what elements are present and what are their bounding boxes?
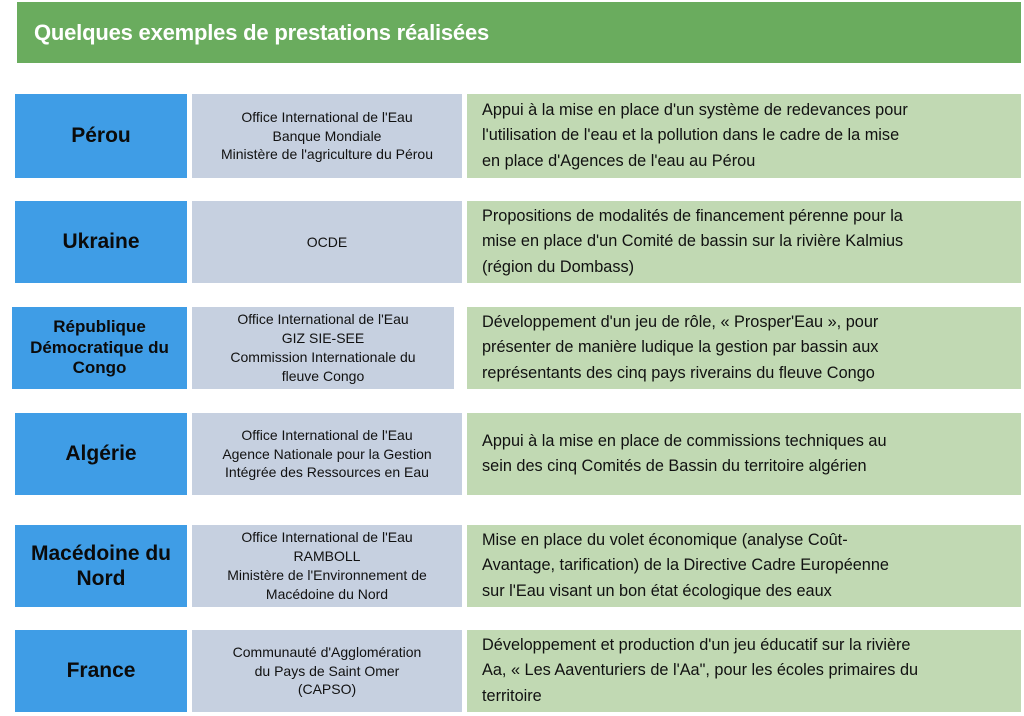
partner-line: Macédoine du Nord bbox=[265, 585, 389, 602]
partner-line: OCDE bbox=[306, 233, 348, 250]
partner-line: (CAPSO) bbox=[297, 681, 357, 698]
description-cell bbox=[467, 413, 1021, 495]
header-banner bbox=[17, 2, 1021, 63]
country-cell bbox=[15, 630, 187, 712]
description-line: Avantage, tarification) de la Directive Cadre Européenne bbox=[482, 556, 889, 575]
country-name: Algérie bbox=[65, 442, 137, 466]
description-cell bbox=[467, 94, 1021, 178]
partner-line: GIZ SIE-SEE bbox=[281, 330, 365, 347]
description-line: en place d'Agences de l'eau au Pérou bbox=[482, 151, 756, 170]
description-line: mise en place d'un Comité de bassin sur la rivière Kalmius bbox=[482, 232, 904, 251]
country-name: Démocratique du bbox=[30, 337, 169, 357]
table-row bbox=[0, 630, 1024, 712]
partner-line: Commission Internationale du bbox=[230, 349, 416, 365]
description-line: sein des cinq Comités de Bassin du territoire algérien bbox=[482, 457, 867, 475]
partner-line: Office International de l'Eau bbox=[241, 108, 413, 125]
description-line: Propositions de modalités de financement pérenne pour la bbox=[482, 207, 903, 226]
description-line: Développement et production d'un jeu éducatif sur la rivière bbox=[482, 636, 911, 655]
description-line: représentants des cinq pays riverains du fleuve Congo bbox=[482, 363, 875, 382]
description-cell bbox=[467, 201, 1021, 283]
country-name: Ukraine bbox=[62, 230, 140, 254]
partner-line: RAMBOLL bbox=[293, 548, 361, 565]
description-line: sur l'Eau visant un bon état écologique des eaux bbox=[482, 581, 832, 600]
description-line: Développement d'un jeu de rôle, « Prosper'Eau », pour bbox=[482, 313, 879, 332]
description-cell bbox=[467, 525, 1021, 607]
description-line: présenter de manière ludique la gestion par bassin aux bbox=[482, 338, 879, 357]
country-cell bbox=[15, 201, 187, 283]
partner-line: fleuve Congo bbox=[281, 367, 365, 384]
table-row bbox=[0, 201, 1024, 283]
country-name: Congo bbox=[72, 358, 127, 378]
country-name: Macédoine du bbox=[30, 541, 172, 565]
table-row bbox=[0, 307, 1024, 389]
description-line: Aa, « Les Aaventuriers de l'Aa", pour les écoles primaires du bbox=[482, 661, 919, 680]
description-line: Mise en place du volet économique (analyse Coût- bbox=[482, 531, 848, 550]
country-name: Nord bbox=[76, 567, 126, 590]
partner-line: Ministère de l'agriculture du Pérou bbox=[220, 146, 433, 163]
country-cell bbox=[15, 525, 187, 607]
description-line: Appui à la mise en place d'un système de redevances pour bbox=[482, 101, 908, 120]
partners-cell bbox=[192, 525, 462, 607]
partner-line: Office International de l'Eau bbox=[241, 426, 413, 443]
partners-cell bbox=[192, 630, 462, 712]
description-line: (région du Dombass) bbox=[482, 257, 635, 276]
description-cell bbox=[467, 307, 1021, 389]
table-row bbox=[0, 94, 1024, 178]
partners-cell bbox=[192, 201, 462, 283]
description-line: territoire bbox=[482, 686, 542, 705]
partners-cell bbox=[192, 307, 454, 389]
partners-cell bbox=[192, 94, 462, 178]
table-row bbox=[0, 525, 1024, 607]
page-title: Quelques exemples de prestations réalisées bbox=[34, 19, 490, 45]
description-line: l'utilisation de l'eau et la pollution dans le cadre de la mise bbox=[482, 126, 900, 145]
partners-cell bbox=[192, 413, 462, 495]
partner-line: Ministère de l'Environnement de bbox=[227, 567, 427, 583]
partner-line: du Pays de Saint Omer bbox=[254, 662, 400, 679]
description-cell bbox=[467, 630, 1021, 712]
partner-line: Office International de l'Eau bbox=[237, 311, 409, 328]
description-line: Appui à la mise en place de commissions techniques au bbox=[482, 431, 887, 450]
country-name: France bbox=[66, 659, 136, 683]
country-name: Pérou bbox=[71, 124, 131, 148]
partner-line: Communauté d'Agglomération bbox=[232, 643, 422, 660]
partner-line: Office International de l'Eau bbox=[241, 529, 413, 546]
country-cell bbox=[15, 413, 187, 495]
partner-line: Intégrée des Ressources en Eau bbox=[225, 464, 429, 481]
country-cell bbox=[15, 94, 187, 178]
country-name: République bbox=[53, 317, 146, 337]
partner-line: Agence Nationale pour la Gestion bbox=[222, 445, 432, 462]
country-cell bbox=[12, 307, 187, 389]
table-row bbox=[0, 413, 1024, 495]
partner-line: Banque Mondiale bbox=[272, 127, 382, 144]
